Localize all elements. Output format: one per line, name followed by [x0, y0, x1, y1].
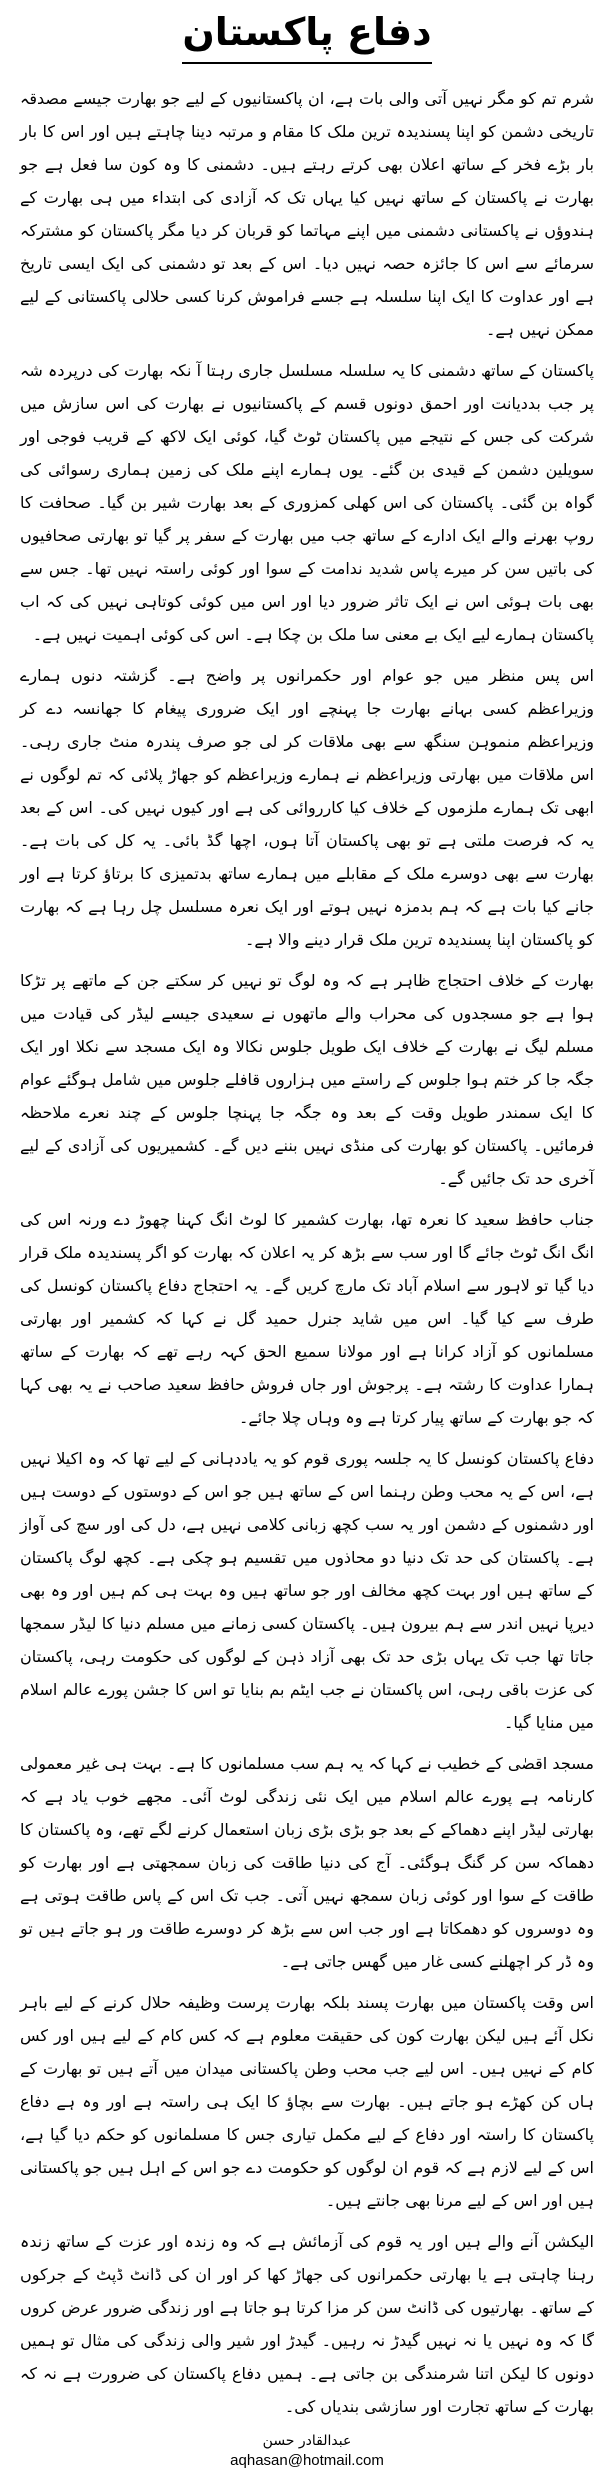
article-paragraph: جناب حافظ سعید کا نعرہ تھا، بھارت کشمیر کا لوٹ انگ کہنا چھوڑ دے ورنہ اس کی انگ انگ ٹوٹ جائے گا اور سب سے بڑھ کر یہ اعلان کہ بھارت کو اگر پسندیدہ ملک قرار دیا گیا تو لاہور سے اسلام آباد تک مارچ کریں گے۔ یہ احتجاج دفاع پاکستان کونسل کی طرف سے کیا گیا۔ اس میں شاید جنرل حمید گل نے کہا کہ کشمیر اور بھارتی مسلمانوں کو آزاد کرانا ہے اور مولانا سمیع الحق کہہ رہے تھے کہ بھارت کے ساتھ ہمارا عداوت کا رشتہ ہے۔ پرجوش اور جاں فروش حافظ سعید صاحب نے یہ بھی کہا کہ جو بھارت کے ساتھ پیار کرتا ہے وہ وہاں چلا جائے۔ — [20, 1210, 594, 1427]
article-paragraph: اس وقت پاکستان میں بھارت پسند بلکہ بھارت پرست وظیفہ حلال کرنے کے لیے باہر نکل آئے ہیں لیکن بھارت کون کی حقیقت معلوم ہے کہ کس کام کے لیے ہیں اور کس کام کے نہیں ہیں۔ اس لیے جب محب وطن پاکستانی میدان میں آتے ہیں تو بھارت کے ہاں کن کھڑے ہو جاتے ہیں۔ بھارت سے بچاؤ کا ایک ہی راستہ ہے اور وہ ہے دفاع پاکستان کا راستہ اور دفاع کے لیے مکمل تیاری جس کا مسلمانوں کو حکم دیا گیا ہے، اس کے لیے لازم ہے کہ قوم ان لوگوں کو حکومت دے جو اس کے اہل ہیں جو پاکستانی ہیں اور اس کے لیے مرنا بھی جانتے ہیں۔ — [20, 1993, 595, 2210]
article-paragraph: شرم تم کو مگر نہیں آتی والی بات ہے، ان پاکستانیوں کے لیے جو بھارت جیسے مصدقہ تاریخی دشمن کو اپنا پسندیدہ ترین ملک کا مقام و مرتبہ دینا چاہتے ہیں اور اس کا بار بار بڑے فخر کے ساتھ اعلان بھی کرتے رہتے ہیں۔ دشمنی کا وہ کون سا فعل ہے جو بھارت نے پاکستان کے ساتھ نہیں کیا یہاں تک کہ آزادی کی ابتداء میں ہی بھارت کے ہندوؤں نے پاکستانی دشمنی میں اپنے مہاتما کو قربان کر دیا مگر پاکستان کو مشترکہ سرمائے سے اس کا جائزہ حصہ نہیں دیا۔ اس کے بعد تو دشمنی کی ایک ایسی تاریخ ہے اور عداوت کا ایک اپنا سلسلہ ہے جسے فراموش کرنا کسی حلالی پاکستانی کے لیے ممکن نہیں ہے۔ — [20, 89, 594, 339]
article-paragraph: الیکشن آنے والے ہیں اور یہ قوم کی آزمائش ہے کہ وہ زندہ اور عزت کے ساتھ زندہ رہنا چاہتی ہے یا بھارتی حکمرانوں کی جھاڑ کھا کر اور ان کی ڈانٹ ڈپٹ کے جرکوں کے ساتھ۔ بھارتیوں کی ڈانٹ سن کر مزا کرتا ہو جاتا ہے اور زندگی ضرور عرض کروں گا کہ وہ نہیں یا نہ نہیں گیدڑ نہ رہیں۔ گیدڑ اور شیر والی زندگی کی مثال تو ہمیں دونوں کا لیکن اتنا شرمندگی بن جاتی ہے۔ ہمیں دفاع پاکستان کی ضرورت ہے نہ کہ بھارت کے ساتھ تجارت اور سازشی بندیاں کی۔ — [20, 2232, 594, 2416]
author-email[interactable]: aqhasan@hotmail.com — [230, 2452, 384, 2469]
article-body — [20, 82, 594, 2423]
article-paragraph: دفاع پاکستان کونسل کا یہ جلسہ پوری قوم کو یہ یاددہانی کے لیے تھا کہ وہ اکیلا نہیں ہے، اس کے یہ محب وطن رہنما اس کے ساتھ ہیں جو اس کے دوستوں کے دوست ہیں اور دشمنوں کے دشمن اور یہ سب کچھ زبانی کلامی نہیں ہے، دل کی اور سچ کی آواز ہے۔ پاکستان کی حد تک دنیا دو محاذوں میں تقسیم ہو چکی ہے۔ کچھ لوگ پاکستان کے ساتھ ہیں اور بہت کچھ مخالف اور جو ساتھ ہیں وہ بہت ہی کم ہیں اور وہ بھی دیرپا نہیں اندر سے ہم بیرون ہیں۔ پاکستان کسی زمانے میں مسلم دنیا کا لیڈر سمجھا جاتا تھا جب تک یہاں بڑی حد تک بھی آزاد ذہن کے لوگوں کی حکومت رہی، پاکستان کی عزت باقی رہی، اس پاکستان نے جب ایٹم بم بنایا تو اس کا جشن پورے عالم اسلام میں منایا گیا۔ — [20, 1449, 594, 1732]
column-title: دفاع پاکستان — [182, 10, 432, 54]
article-paragraph: اس پس منظر میں جو عوام اور حکمرانوں پر واضح ہے۔ گزشتہ دنوں ہمارے وزیراعظم کسی بہانے بھارت جا پہنچے اور ایک ضروری پیغام کا جھانسہ دے کر وزیراعظم منموہن سنگھ سے بھی ملاقات کر لی جو صرف پندرہ منٹ جاری رہی۔ اس ملاقات میں بھارتی وزیراعظم نے ہمارے وزیراعظم کو جھاڑ پلائی کہ تم لوگوں نے ابھی تک ہمارے ملزموں کے خلاف کیا کارروائی کی ہے اور کیوں نہیں کی۔ اس کے بعد یہ کہ فرصت ملتی ہے تو بھی پاکستان آتا ہوں، اچھا گڈ بائی۔ یہ کل کی بات ہے۔ بھارت سے بھی دوسرے ملک کے مقابلے میں ہمارے ساتھ بدتمیزی کا برتاؤ کرتا ہے اور جانے کیا بات ہے کہ ہم بدمزہ نہیں ہوتے اور ایک نعرہ مسلسل چل رہا ہے کہ بھارت کو پاکستان اپنا پسندیدہ ترین ملک قرار دینے والا ہے۔ — [20, 666, 594, 949]
article-paragraph: بھارت کے خلاف احتجاج ظاہر ہے کہ وہ لوگ تو نہیں کر سکتے جن کے ماتھے پر تڑکا ہوا ہے جو مسجدوں کی محراب والے ماتھوں نے سعیدی جیسے لیڈر کی قیادت میں مسلم لیگ نے بھارت کے خلاف ایک طویل جلوس نکالا وہ ایک مسجد سے نکلا اور ایک جگہ جا کر ختم ہوا جلوس کے راستے میں ہزاروں قافلے جلوس میں شامل ہوگئے عوام کا ایک سمندر طویل وقت کے بعد وہ جگہ جا پہنچا جلوس کے چند نعرے ملاحظہ فرمائیں۔ پاکستان کو بھارت کی منڈی نہیں بننے دیں گے۔ کشمیریوں کی آزادی کے لیے آخری حد تک جائیں گے۔ — [20, 971, 594, 1188]
author-name: عبدالقادر حسن — [262, 2433, 352, 2449]
article-paragraph: مسجد اقصٰی کے خطیب نے کہا کہ یہ ہم سب مسلمانوں کا ہے۔ بہت ہی غیر معمولی کارنامہ ہے پورے عالم اسلام میں ایک نئی زندگی لوٹ آئی۔ مجھے خوب یاد ہے کہ بھارتی لیڈر اپنے دھماکے کے بعد جو بڑی بڑی زبان استعمال کرنے لگے تھے، وہ پاکستان کا دھماکہ سن کر گنگ ہوگئی۔ آج کی دنیا طاقت کی زبان سمجھتی ہے اور بھارت کو طاقت کے سوا اور کوئی زبان سمجھ نہیں آتی۔ جب تک اس کے پاس طاقت ہوتی ہے وہ دوسروں کو دھمکاتا ہے اور جب اس سے بڑھ کر دوسرے طاقت ور ہو جاتے ہیں تو وہ ڈر کر اچھلنے کسی غار میں گھس جاتی ہے۔ — [20, 1754, 594, 1971]
title-underline — [182, 62, 432, 64]
article-paragraph: پاکستان کے ساتھ دشمنی کا یہ سلسلہ مسلسل جاری رہتا آ نکہ بھارت کی درپردہ شہ پر جب بددیانت اور احمق دونوں قسم کے پاکستانیوں نے بھارت کی اس سازش میں شرکت کی جس کے نتیجے میں پاکستان ٹوٹ گیا، کوئی ایک لاکھ کے قریب فوجی اور سویلین دشمن کے قیدی بن گئے۔ یوں ہمارے اپنے ملک کی زمین ہماری رسوائی کی گواہ بن گئی۔ پاکستان کی اس کھلی کمزوری کے بعد بھارت شیر بن گیا۔ صحافت کا روپ بھرنے والے ایک ادارے کے ساتھ جب میں بھارت کے سفر پر گیا تو بھارتی صحافیوں کی باتیں سن کر میرے پاس شدید ندامت کے سوا اور کوئی راستہ نہیں تھا۔ جس سے بھی بات ہوئی اس نے ایک تاثر ضرور دیا اور اس میں کوئی کوتاہی نہیں کی کہ اب پاکستان ہمارے لیے ایک بے معنی سا ملک بن چکا ہے۔ اس کی کوئی اہمیت نہیں ہے۔ — [20, 361, 594, 644]
